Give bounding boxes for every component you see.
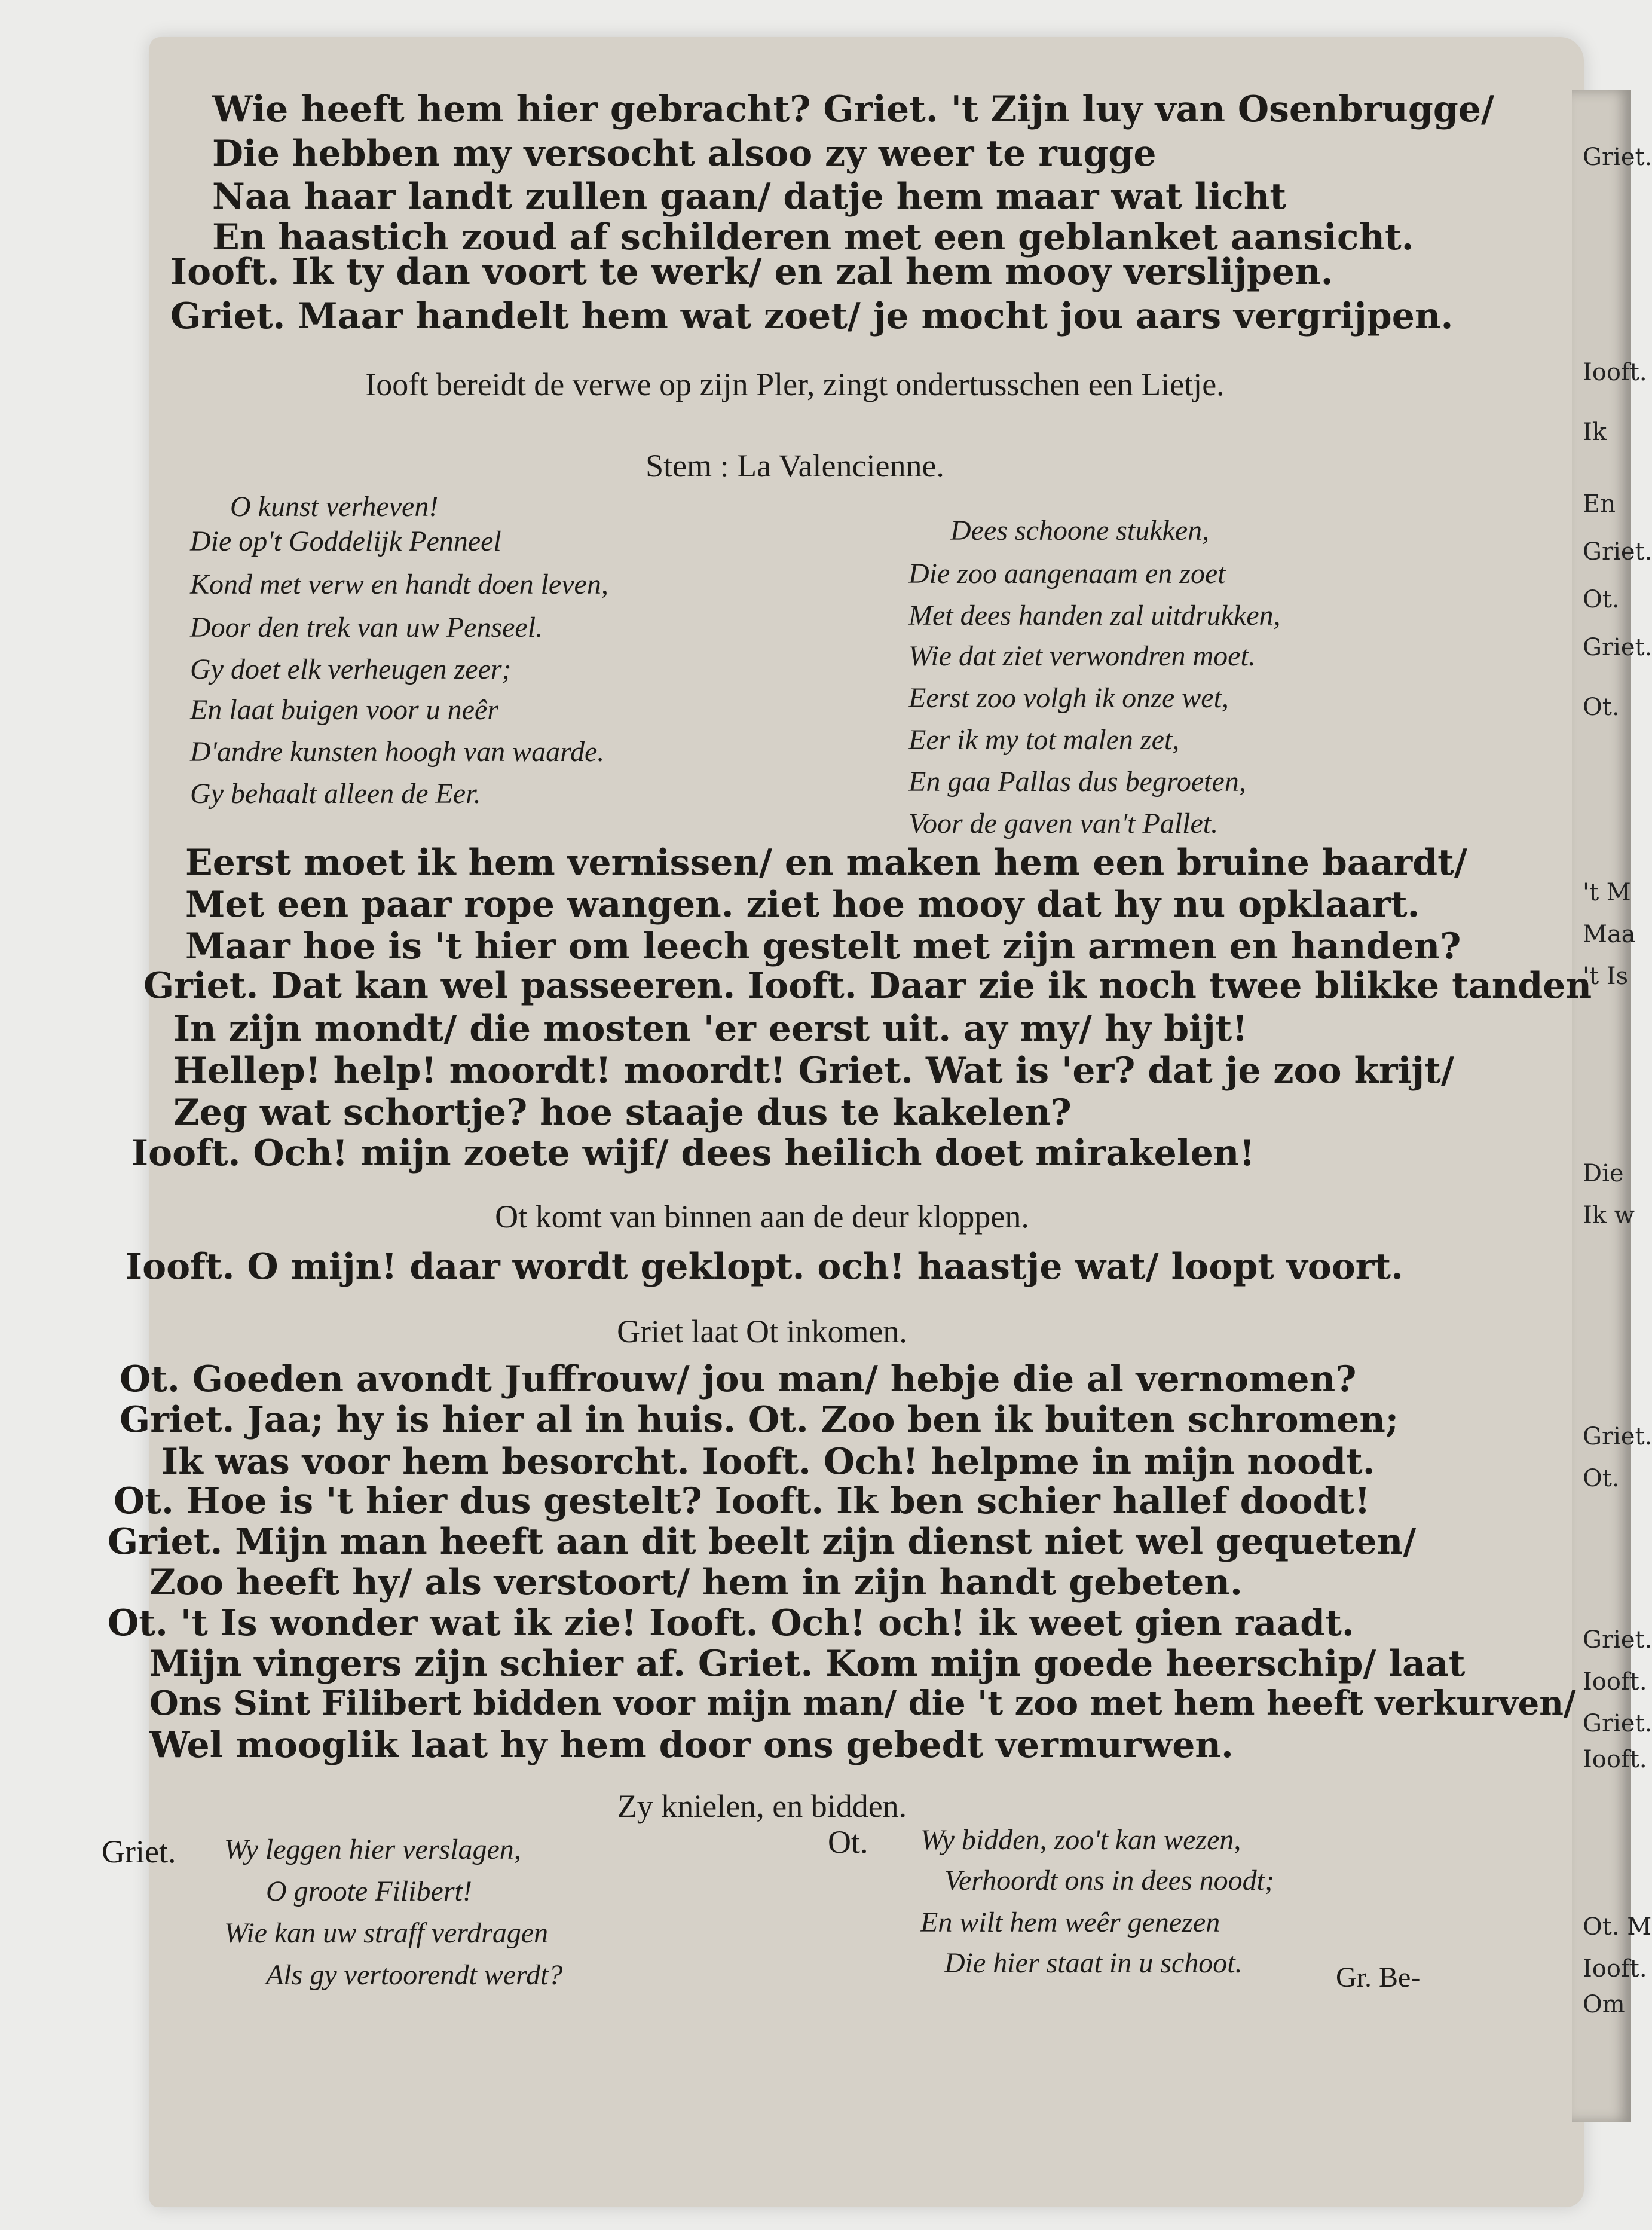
verse-line: Ot. 't Is wonder wat ik zie! Iooft. Och! och! ik weet gien raadt.: [108, 1602, 1354, 1644]
facing-page-fragment: Griet.: [1583, 1423, 1652, 1450]
facing-page-fragment: 't Is: [1583, 963, 1629, 990]
facing-page-fragment: Griet.: [1583, 143, 1652, 171]
facing-page-fragment: Die: [1583, 1160, 1624, 1187]
verse-line: Griet. Mijn man heeft aan dit beelt zijn dienst niet wel gequeten/: [108, 1521, 1417, 1563]
verse-line: Iooft. Ik ty dan voort te werk/ en zal hem mooy verslijpen.: [170, 251, 1333, 293]
facing-page-edge: [1572, 90, 1631, 2122]
facing-page-fragment: Ot.: [1583, 586, 1620, 613]
song-line: Wie dat ziet verwondren moet.: [908, 640, 1256, 672]
prayer-line: Verhoordt ons in dees noodt;: [944, 1865, 1274, 1896]
prayer-line: Wy bidden, zoo't kan wezen,: [920, 1824, 1241, 1856]
facing-page-fragment: Om: [1583, 1991, 1625, 2018]
verse-line: Ik was voor hem besorcht. Iooft. Och! helpme in mijn noodt.: [161, 1441, 1375, 1483]
facing-page-fragment: Iooft.: [1583, 1955, 1647, 1982]
song-line: O kunst verheven!: [230, 491, 439, 523]
song-line: Gy doet elk verheugen zeer;: [190, 653, 512, 685]
song-line: Door den trek van uw Penseel.: [190, 612, 543, 643]
facing-page-fragment: Ik: [1583, 418, 1607, 446]
facing-page-fragment: Ot. M: [1583, 1913, 1652, 1941]
verse-line: Griet. Maar handelt hem wat zoet/ je mocht jou aars vergrijpen.: [170, 295, 1454, 337]
song-line: En laat buigen voor u neêr: [190, 694, 498, 726]
verse-line: Zoo heeft hy/ als verstoort/ hem in zijn handt gebeten.: [149, 1562, 1243, 1603]
verse-line: Ons Sint Filibert bidden voor mijn man/ die 't zoo met hem heeft verkurven/: [149, 1684, 1576, 1723]
facing-page-fragment: Maa: [1583, 921, 1636, 948]
facing-page-fragment: Iooft.: [1583, 359, 1647, 386]
facing-page-fragment: Griet.: [1583, 1710, 1652, 1737]
facing-page-fragment: Iooft.: [1583, 1668, 1647, 1696]
facing-page-fragment: En: [1583, 490, 1616, 518]
song-line: Die op't Goddelijk Penneel: [190, 526, 501, 557]
song-line: En gaa Pallas dus begroeten,: [908, 766, 1246, 798]
song-line: Eerst zoo volgh ik onze wet,: [908, 682, 1229, 714]
speaker-name: Ot.: [828, 1824, 868, 1860]
speaker-name: Griet.: [102, 1834, 176, 1869]
verse-line: En haastich zoud af schilderen met een geblanket aansicht.: [212, 216, 1414, 258]
prayer-line: En wilt hem weêr genezen: [920, 1907, 1220, 1938]
verse-line: Griet. Dat kan wel passeeren. Iooft. Daar zie ik noch twee blikke tanden: [143, 965, 1592, 1007]
stage-direction: Griet laat Ot inkomen.: [617, 1313, 907, 1349]
facing-page-fragment: Ot.: [1583, 1465, 1620, 1492]
song-line: Gy behaalt alleen de Eer.: [190, 778, 481, 809]
facing-page-fragment: Iooft.: [1583, 1746, 1647, 1773]
prayer-line: Als gy vertoorendt werdt?: [266, 1959, 563, 1991]
prayer-line: O groote Filibert!: [266, 1875, 472, 1907]
verse-line: Hellep! help! moordt! moordt! Griet. Wat is 'er? dat je zoo krijt/: [173, 1050, 1454, 1092]
catchword: Gr. Be-: [1336, 1962, 1421, 1993]
verse-line: In zijn mondt/ die mosten 'er eerst uit. ay my/ hy bijt!: [173, 1008, 1248, 1050]
verse-line: Iooft. Och! mijn zoete wijf/ dees heilich doet mirakelen!: [131, 1132, 1255, 1174]
song-line: Dees schoone stukken,: [950, 515, 1210, 546]
song-line: Die zoo aangenaam en zoet: [908, 558, 1226, 589]
verse-line: Wel mooglik laat hy hem door ons gebedt vermurwen.: [149, 1724, 1234, 1766]
stage-direction: Ot komt van binnen aan de deur kloppen.: [495, 1199, 1029, 1235]
facing-page-fragment: Griet.: [1583, 538, 1652, 566]
song-line: D'andre kunsten hoogh van waarde.: [190, 736, 605, 768]
verse-line: Maar hoe is 't hier om leech gestelt met zijn armen en handen?: [185, 925, 1461, 967]
verse-line: Iooft. O mijn! daar wordt geklopt. och! haastje wat/ loopt voort.: [126, 1246, 1403, 1288]
song-line: Eer ik my tot malen zet,: [908, 724, 1180, 756]
verse-line: Met een paar rope wangen. ziet hoe mooy dat hy nu opklaart.: [185, 884, 1420, 925]
verse-line: Die hebben my versocht alsoo zy weer te rugge: [212, 133, 1157, 175]
facing-page-fragment: Ik w: [1583, 1202, 1635, 1229]
facing-page-fragment: Ot.: [1583, 694, 1620, 721]
verse-line: Ot. Hoe is 't hier dus gestelt? Iooft. Ik ben schier hallef doodt!: [114, 1480, 1370, 1522]
verse-line: Griet. Jaa; hy is hier al in huis. Ot. Zoo ben ik buiten schromen;: [120, 1399, 1399, 1441]
facing-page-fragment: 't M: [1583, 879, 1631, 906]
facing-page-fragment: Griet.: [1583, 634, 1652, 661]
prayer-line: Wie kan uw straff verdragen: [224, 1917, 549, 1949]
song-tune: Stem : La Valencienne.: [645, 448, 944, 484]
verse-line: Naa haar landt zullen gaan/ datje hem maar wat licht: [212, 176, 1287, 218]
song-line: Met dees handen zal uitdrukken,: [908, 600, 1281, 631]
verse-line: Ot. Goeden avondt Juffrouw/ jou man/ hebje die al vernomen?: [120, 1358, 1357, 1400]
stage-direction: Zy knielen, en bidden.: [617, 1788, 907, 1824]
verse-line: Mijn vingers zijn schier af. Griet. Kom mijn goede heerschip/ laat: [149, 1643, 1466, 1685]
verse-line: Wie heeft hem hier gebracht? Griet. 't Zijn luy van Osenbrugge/: [212, 88, 1494, 130]
verse-line: Eerst moet ik hem vernissen/ en maken hem een bruine baardt/: [185, 842, 1467, 884]
prayer-line: Die hier staat in u schoot.: [944, 1947, 1243, 1979]
facing-page-fragment: Griet.: [1583, 1626, 1652, 1654]
verse-line: Zeg wat schortje? hoe staaje dus te kakelen?: [173, 1092, 1072, 1134]
stage-direction: Iooft bereidt de verwe op zijn Pler, zingt ondertusschen een Lietje.: [365, 366, 1225, 402]
song-line: Kond met verw en handt doen leven,: [190, 569, 608, 600]
prayer-line: Wy leggen hier verslagen,: [224, 1834, 521, 1865]
song-line: Voor de gaven van't Pallet.: [908, 808, 1219, 839]
